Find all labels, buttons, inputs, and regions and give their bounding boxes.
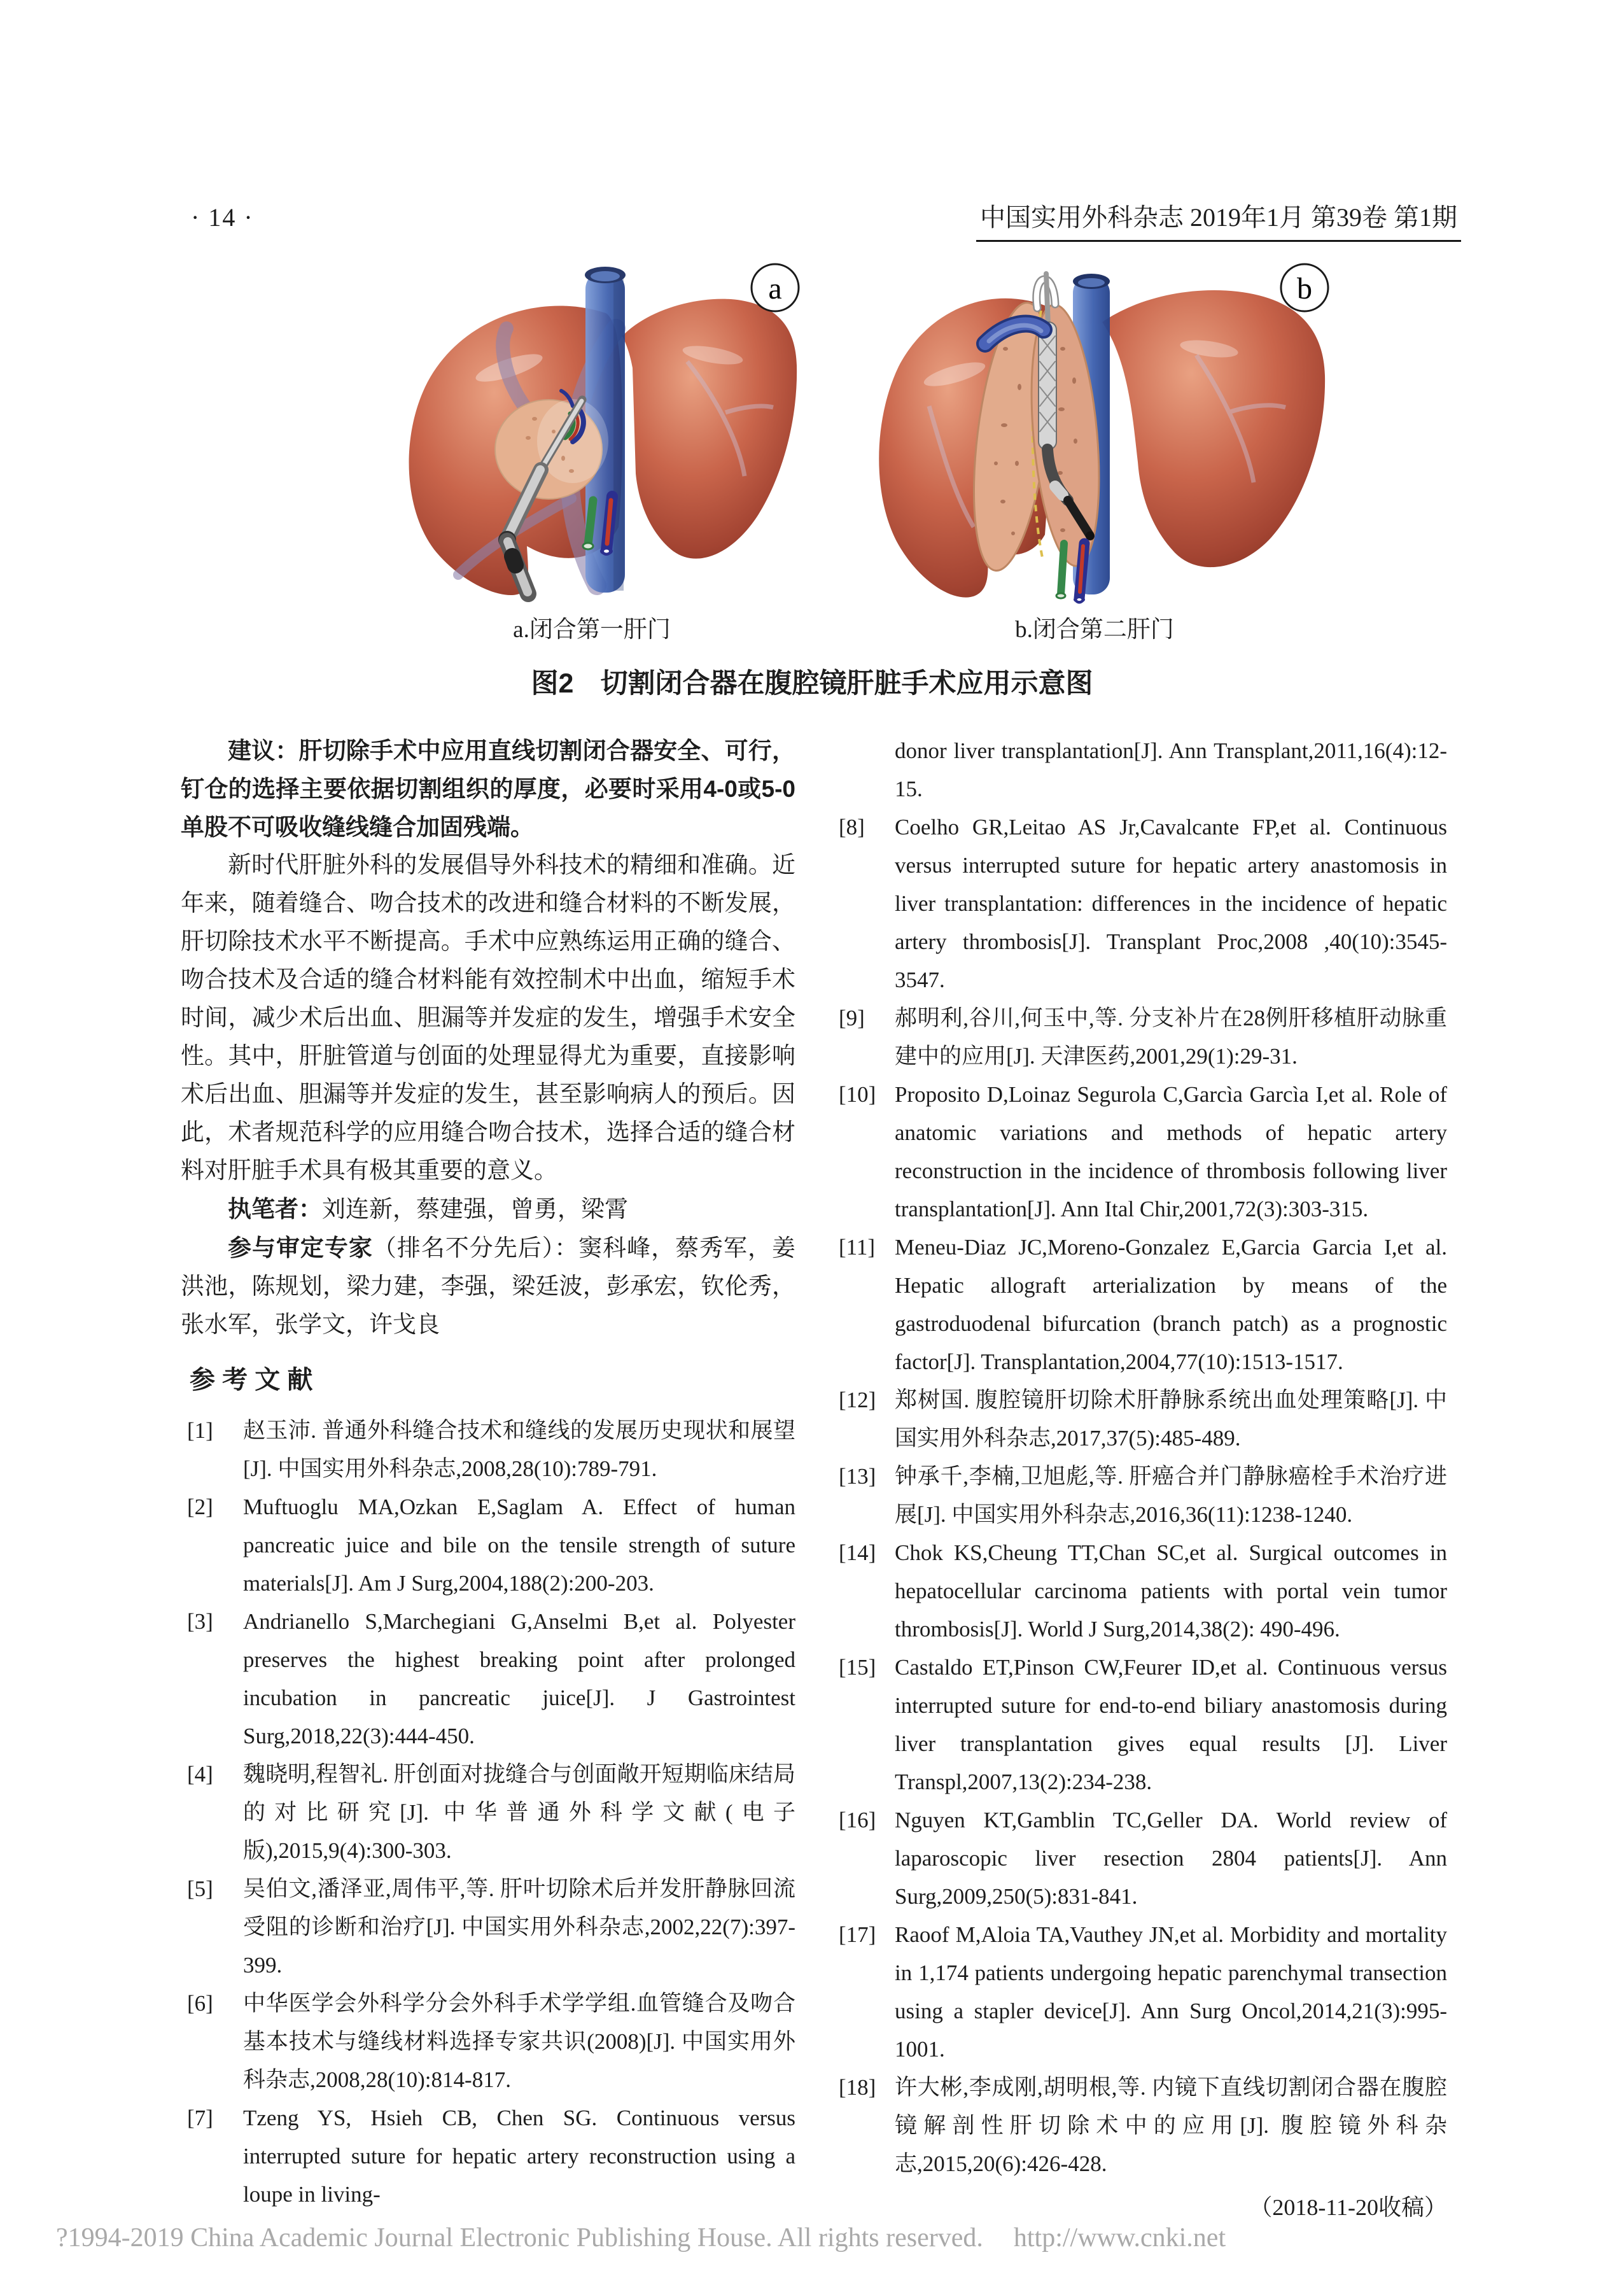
reference-number: [18] (839, 2075, 876, 2100)
reviewers-line (181, 1229, 795, 1344)
reference-item (181, 1755, 795, 1870)
caption-panel-a: a.闭合第一肝门 (513, 617, 671, 643)
reference-text: Coelho GR,Leitao AS Jr,Cavalcante FP,et al. Continuous versus interrupted suture for hepatic artery anastomosis in liver transplantation: differences in the incidence of hepatic artery thrombosis[J]. Transplant Proc,2008 ,40(10):3545-3547. (895, 815, 1447, 992)
liver-right-lobe (1102, 290, 1325, 567)
reference-text: 钟承千,李楠,卫旭彪,等. 肝癌合并门静脉癌栓手术治疗进展[J]. 中国实用外科杂志,2016,36(11):1238-1240. (895, 1464, 1447, 1527)
reference-text: Meneu-Diaz JC,Moreno-Gonzalez E,Garcia Garcia I,et al. Hepatic allograft arterialization by means of the gastroduodenal bifurcation (branch patch) as a prognostic factor[J]. Transplantation,2004,77(10):1513-1517. (895, 1235, 1447, 1374)
reference-number: [17] (839, 1922, 876, 1947)
reference-item (181, 1488, 795, 1603)
copyright-footer (56, 2223, 1226, 2253)
figure-panel-a (382, 247, 802, 613)
reference-number: [12] (839, 1388, 876, 1412)
reference-item (832, 1801, 1447, 1916)
svg-text:a: a (768, 272, 782, 306)
reference-item (832, 1458, 1447, 1534)
figure-caption-text: 切割闭合器在腹腔镜肝脏手术应用示意图 (600, 669, 1093, 699)
reference-item (181, 1412, 795, 1488)
reference-text: Nguyen KT,Gamblin TC,Geller DA. World review of laparoscopic liver resection 2804 patients[J]. Ann Surg,2009,250(5):831-841. (895, 1808, 1447, 1909)
authors-line (181, 1190, 795, 1229)
page-number: · 14 · (191, 203, 254, 232)
figure-caption (0, 662, 1624, 701)
reference-item (181, 1603, 795, 1755)
reference-number: [15] (839, 1655, 876, 1680)
authors-names: 刘连新，蔡建强，曾勇，梁霄 (322, 1197, 628, 1223)
references-list-left (181, 1412, 795, 2214)
reference-text: Tzeng YS, Hsieh CB, Chen SG. Continuous versus interrupted suture for hepatic artery reconstruction using a loupe in living- (243, 2106, 795, 2207)
reference-text: 魏晓明,程智礼. 肝创面对拢缝合与创面敞开短期临床结局的对比研究[J]. 中华普通外科学文献(电子版),2015,9(4):300-303. (243, 1762, 795, 1863)
reference-text: Andrianello S,Marchegiani G,Anselmi B,et al. Polyester preserves the highest breaking point after prolonged incubation in pancreatic juice[J]. J Gastrointest Surg,2018,22(3):444-450. (243, 1609, 795, 1748)
reference-item (181, 2099, 795, 2214)
figure-panel-b (853, 247, 1336, 613)
reference-number: [4] (187, 1762, 213, 1787)
reference-item (832, 999, 1447, 1076)
reference-item (832, 1534, 1447, 1649)
reference-text: 许大彬,李成刚,胡明根,等. 内镜下直线切割闭合器在腹腔镜解剖性肝切除术中的应用[J]. 腹腔镜外科杂志,2015,20(6):426-428. (895, 2075, 1447, 2176)
cnki-url: http://www.cnki.net (1013, 2223, 1226, 2253)
reference-7-continuation: donor liver transplantation[J]. Ann Transplant,2011,16(4):12-15. (895, 738, 1447, 801)
reference-text: Castaldo ET,Pinson CW,Feurer ID,et al. Continuous versus interrupted suture for end-to-end biliary anastomosis during liver transplantation gives equal results [J]. Liver Transpl,2007,13(2):234-238. (895, 1655, 1447, 1794)
reference-number: [8] (839, 815, 865, 840)
left-column (181, 732, 795, 2214)
reference-text: Raoof M,Aloia TA,Vauthey JN,et al. Morbidity and mortality in 1,174 patients undergoing hepatic parenchymal transection using a stapler device[J]. Ann Surg Oncol,2014,21(3):995-1001. (895, 1922, 1447, 2062)
panel-label-b (1281, 264, 1328, 311)
reference-text: 郑树国. 腹腔镜肝切除术肝静脉系统出血处理策略[J]. 中国实用外科杂志,2017,37(5):485-489. (895, 1388, 1447, 1451)
reference-number: [2] (187, 1494, 213, 1519)
liver-right-lobe (622, 299, 797, 559)
reference-number: [10] (839, 1082, 876, 1107)
reference-item (832, 1381, 1447, 1458)
copyright-text: ?1994-2019 China Academic Journal Electronic Publishing House. All rights reserved. (56, 2223, 983, 2253)
reviewers-note: （排名不分先后）： (372, 1235, 579, 1262)
reference-item (832, 2069, 1447, 2183)
reference-number: [13] (839, 1464, 876, 1489)
reference-text: Proposito D,Loinaz Segurola C,Garcìa Garcìa I,et al. Role of anatomic variations and methods of hepatic artery reconstruction in the incidence of thrombosis following liver transplantation[J]. Ann Ital Chir,2001,72(3):303-315. (895, 1082, 1447, 1221)
figure-number: 图2 (531, 668, 574, 699)
reference-number: [16] (839, 1808, 876, 1832)
svg-text:b: b (1297, 272, 1312, 306)
right-column (832, 732, 1447, 2226)
reference-number: [5] (187, 1876, 213, 1901)
authors-label: 执笔者： (228, 1196, 322, 1222)
received-date: （2018-11-20收稿） (1249, 2195, 1447, 2220)
reference-item (181, 1870, 795, 1985)
reference-number: [14] (839, 1540, 876, 1565)
reference-text: 中华医学会外科学分会外科手术学学组.血管缝合及吻合基本技术与缝线材料选择专家共识(2008)[J]. 中国实用外科杂志,2008,28(10):814-817. (243, 1991, 795, 2092)
reference-item (832, 1228, 1447, 1381)
reference-item (832, 1916, 1447, 2069)
reference-text: 吴伯文,潘泽亚,周伟平,等. 肝叶切除术后并发肝静脉回流受阻的诊断和治疗[J]. 中国实用外科杂志,2002,22(7):397-399. (243, 1876, 795, 1978)
references-heading: 参 考 文 献 (190, 1366, 313, 1394)
reference-number: [9] (839, 1006, 865, 1030)
reference-text: Chok KS,Cheung TT,Chan SC,et al. Surgical outcomes in hepatocellular carcinoma patients with portal vein tumor thrombosis[J]. World J Surg,2014,38(2): 490-496. (895, 1540, 1447, 1642)
reference-number: [7] (187, 2106, 213, 2130)
reference-text: 郝明利,谷川,何玉中,等. 分支补片在28例肝移植肝动脉重建中的应用[J]. 天津医药,2001,29(1):29-31. (895, 1006, 1447, 1069)
reviewers-label: 参与审定专家 (228, 1235, 373, 1261)
recommendation-paragraph: 建议：肝切除手术中应用直线切割闭合器安全、可行，钉仓的选择主要依据切割组织的厚度，必要时采用4-0或5-0单股不可吸收缝线缝合加固残端。 (181, 738, 795, 840)
reference-item (181, 1985, 795, 2099)
body-paragraph: 新时代肝脏外科的发展倡导外科技术的精细和准确。近年来，随着缝合、吻合技术的改进和缝合材料的不断发展，肝切除技术水平不断提高。手术中应熟练运用正确的缝合、吻合技术及合适的缝合材料能有效控制术中出血，缩短手术时间，减少术后出血、胆漏等并发症的发生，增强手术安全性。其中，肝脏管道与创面的处理显得尤为重要，直接影响术后出血、胆漏等并发症的发生，甚至影响病人的预后。因此，术者规范科学的应用缝合吻合技术，选择合适的缝合材料对肝脏手术具有极其重要的意义。 (181, 852, 795, 1184)
reference-text: Muftuoglu MA,Ozkan E,Saglam A. Effect of human pancreatic juice and bile on the tensile strength of suture materials[J]. Am J Surg,2004,188(2):200-203. (243, 1494, 795, 1596)
reference-number: [1] (187, 1418, 213, 1443)
caption-panel-b: b.闭合第二肝门 (1015, 617, 1174, 643)
reference-number: [11] (839, 1235, 876, 1260)
reference-text: 赵玉沛. 普通外科缝合技术和缝线的发展历史现状和展望[J]. 中国实用外科杂志,2008,28(10):789-791. (243, 1418, 795, 1481)
references-list-right (832, 808, 1447, 2183)
reference-item (832, 1076, 1447, 1228)
reference-number: [6] (187, 1991, 213, 2016)
reviewers-names: 窦科峰，蔡秀军，姜洪池，陈规划，梁力建，李强，梁廷波，彭承宏，钦伦秀，张水军，张学文，许戈良 (181, 1235, 796, 1338)
journal-header: 中国实用外科杂志 2019年1月 第39卷 第1期 (976, 197, 1461, 242)
reference-number: [3] (187, 1609, 213, 1634)
panel-label-a (752, 264, 799, 311)
reference-item (832, 808, 1447, 999)
reference-item (832, 1649, 1447, 1801)
